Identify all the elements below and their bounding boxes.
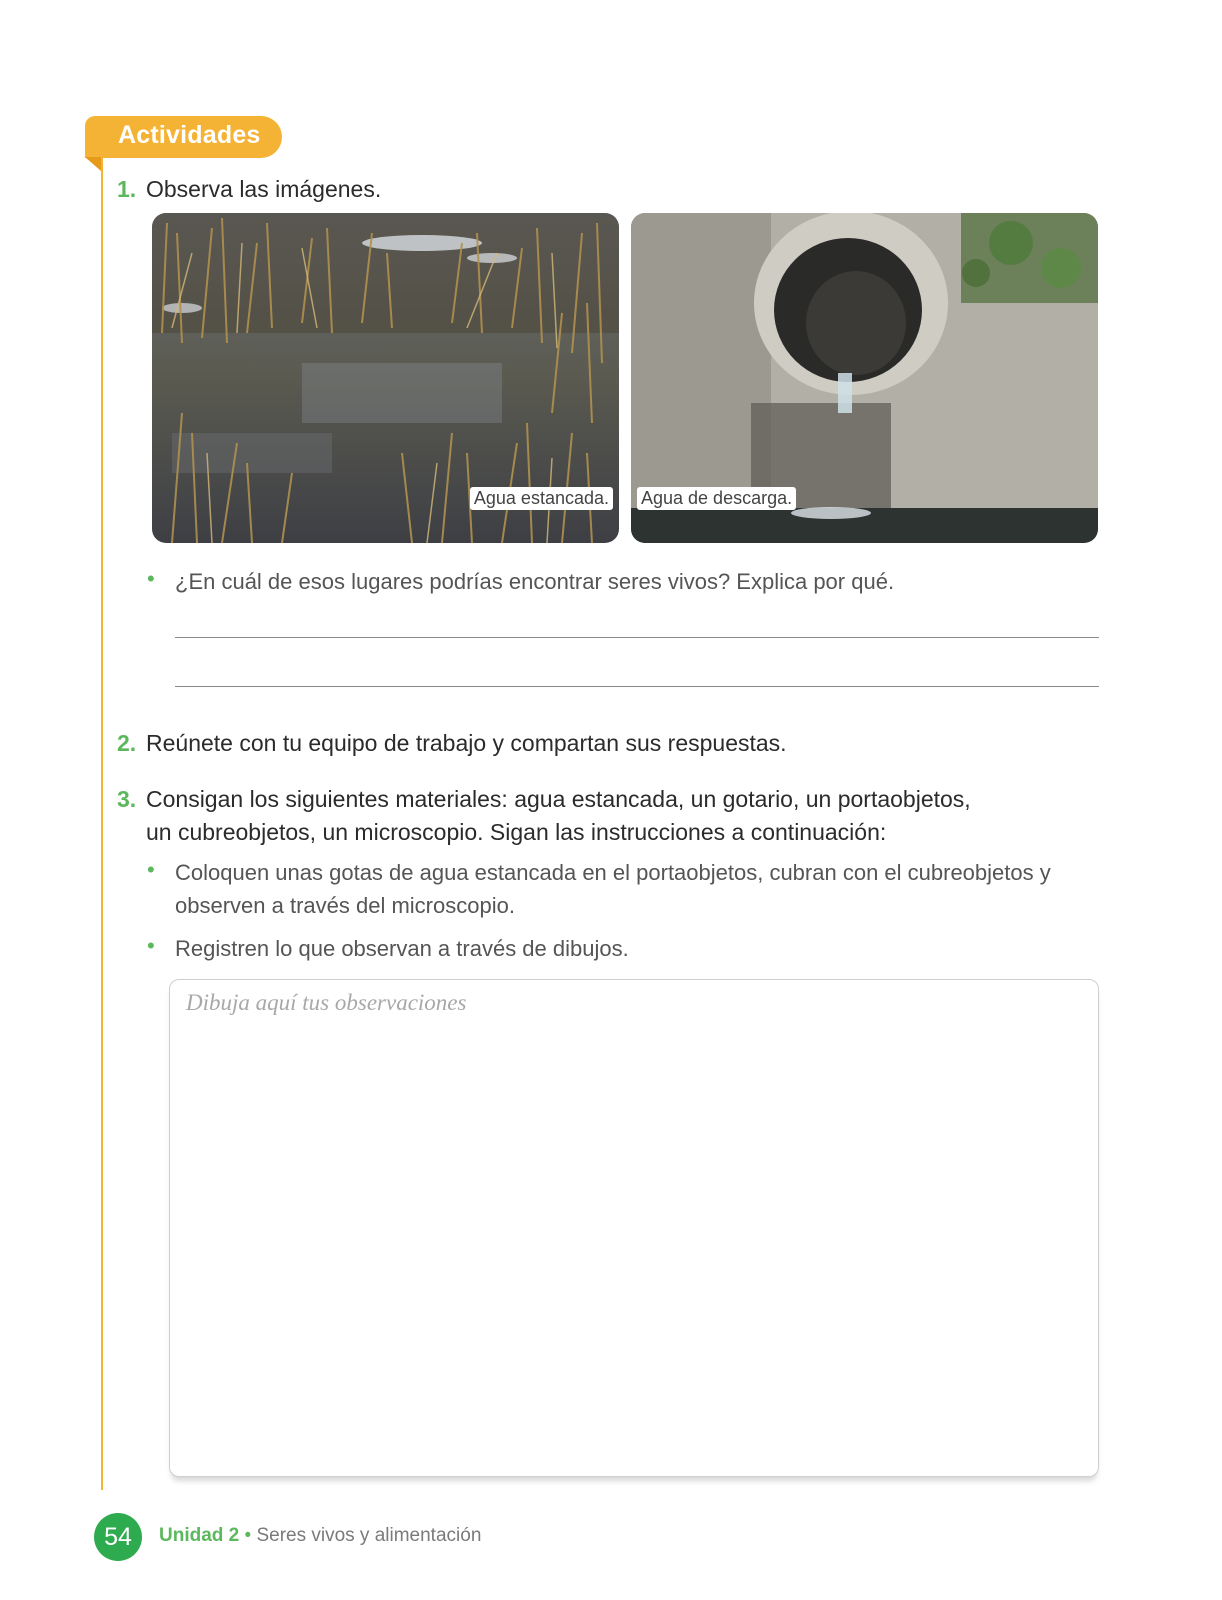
activity-1-number: 1. [117, 176, 137, 202]
instruction-2: Registren lo que observan a través de dibujos. [175, 936, 629, 961]
margin-rule [101, 158, 103, 1490]
answer-line-2[interactable] [175, 686, 1099, 687]
bullet-icon: • [147, 857, 155, 882]
activity-2-text: Reúnete con tu equipo de trabajo y compartan sus respuestas. [146, 730, 787, 756]
answer-line-1[interactable] [175, 637, 1099, 638]
drawing-area[interactable] [169, 979, 1099, 1477]
footer-unit: Unidad 2 [159, 1525, 240, 1546]
footer-separator: • [239, 1525, 257, 1546]
drawing-placeholder: Dibuja aquí tus observaciones [186, 990, 467, 1015]
stagnant-water-photo [152, 213, 619, 543]
instruction-1-line-2: observen a través del microscopio. [175, 893, 515, 918]
bullet-icon: • [147, 566, 155, 591]
photo-caption-stagnant: Agua estancada. [470, 487, 613, 510]
tab-fold [85, 157, 101, 171]
section-title: Actividades [118, 121, 261, 149]
bullet-icon: • [147, 933, 155, 958]
activity-2-number: 2. [117, 730, 137, 756]
page-number: 54 [94, 1513, 142, 1561]
activity-3-text-line-2: un cubreobjetos, un microscopio. Sigan las instrucciones a continuación: [146, 819, 887, 845]
footer-text [159, 1525, 481, 1547]
discharge-water-photo [631, 213, 1098, 543]
photo-caption-discharge: Agua de descarga. [637, 487, 796, 510]
activity-3-number: 3. [117, 786, 137, 812]
activity-1-text: Observa las imágenes. [146, 176, 382, 202]
instruction-1-line-1: Coloquen unas gotas de agua estancada en el portaobjetos, cubran con el cubreobjetos y [175, 860, 1051, 885]
activity-1-question: ¿En cuál de esos lugares podrías encontrar seres vivos? Explica por qué. [175, 569, 895, 594]
footer-title: Seres vivos y alimentación [256, 1525, 482, 1546]
activity-3-text-line-1: Consigan los siguientes materiales: agua estancada, un gotario, un portaobjetos, [146, 786, 971, 812]
